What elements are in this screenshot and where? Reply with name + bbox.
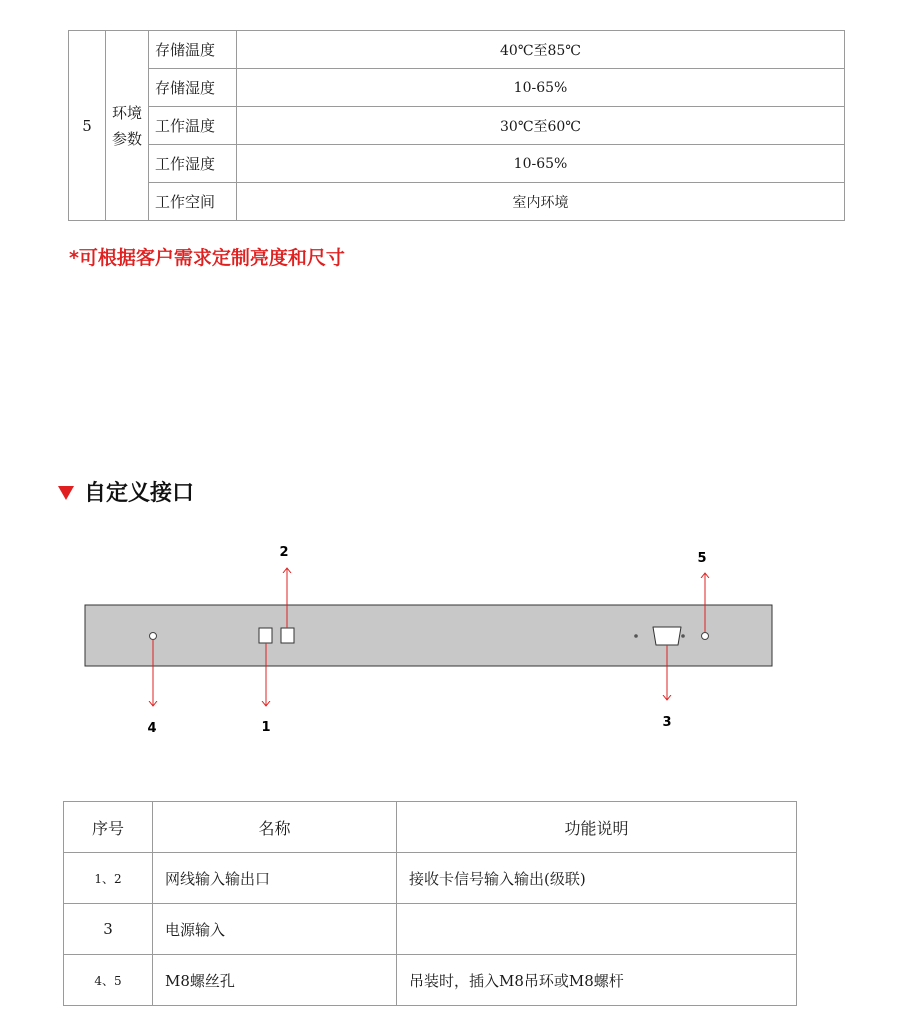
function-table [63, 801, 797, 1006]
custom-note: *可根据客户需求定制亮度和尺寸 [69, 247, 345, 269]
label-2: 2 [279, 545, 289, 560]
row-no: 3 [64, 904, 153, 955]
power-port-icon [653, 627, 681, 645]
network-port-1-icon [259, 628, 272, 643]
spec-item: 工作空间 [149, 183, 237, 221]
table-row [69, 145, 845, 183]
network-port-2-icon [281, 628, 294, 643]
col-header-desc: 功能说明 [397, 802, 797, 853]
table-row [69, 183, 845, 221]
table-row [69, 69, 845, 107]
table-header-row [64, 802, 797, 853]
table-row [64, 955, 797, 1006]
row-name: 网线输入输出口 [153, 853, 397, 904]
spec-table [68, 30, 845, 221]
section-heading [58, 476, 194, 507]
table-row [64, 904, 797, 955]
spec-value: 10-65% [237, 145, 845, 183]
row-desc: 接收卡信号输入输出(级联) [397, 853, 797, 904]
section-title: 自定义接口 [84, 481, 195, 506]
spec-category-line: 参数 [111, 129, 142, 148]
spec-category [106, 31, 149, 221]
spec-item: 存储湿度 [149, 69, 237, 107]
m8-hole-left-icon [150, 633, 157, 640]
label-5: 5 [697, 551, 707, 566]
spec-value: 40℃至85℃ [237, 31, 845, 69]
table-row [69, 31, 845, 69]
spec-item: 存储温度 [149, 31, 237, 69]
interface-diagram [0, 530, 920, 750]
m8-hole-right-icon [702, 633, 709, 640]
row-no: 1、2 [64, 853, 153, 904]
spec-value: 10-65% [237, 69, 845, 107]
row-desc: 吊装时，插入M8吊环或M8螺杆 [397, 955, 797, 1006]
row-name: 电源输入 [153, 904, 397, 955]
label-1: 1 [261, 720, 271, 735]
spec-index: 5 [69, 31, 106, 221]
spec-item: 工作温度 [149, 107, 237, 145]
triangle-down-icon [58, 486, 74, 500]
row-desc [397, 904, 797, 955]
col-header-name: 名称 [153, 802, 397, 853]
spec-value: 30℃至60℃ [237, 107, 845, 145]
spec-category-line: 环境 [111, 103, 142, 122]
power-screw-left-icon [634, 634, 638, 638]
spec-value: 室内环境 [237, 183, 845, 221]
row-no: 4、5 [64, 955, 153, 1006]
spec-item: 工作湿度 [149, 145, 237, 183]
label-4: 4 [147, 721, 157, 736]
row-name: M8螺丝孔 [153, 955, 397, 1006]
label-3: 3 [662, 715, 672, 730]
col-header-no: 序号 [64, 802, 153, 853]
table-row [69, 107, 845, 145]
power-screw-right-icon [681, 634, 685, 638]
table-row [64, 853, 797, 904]
